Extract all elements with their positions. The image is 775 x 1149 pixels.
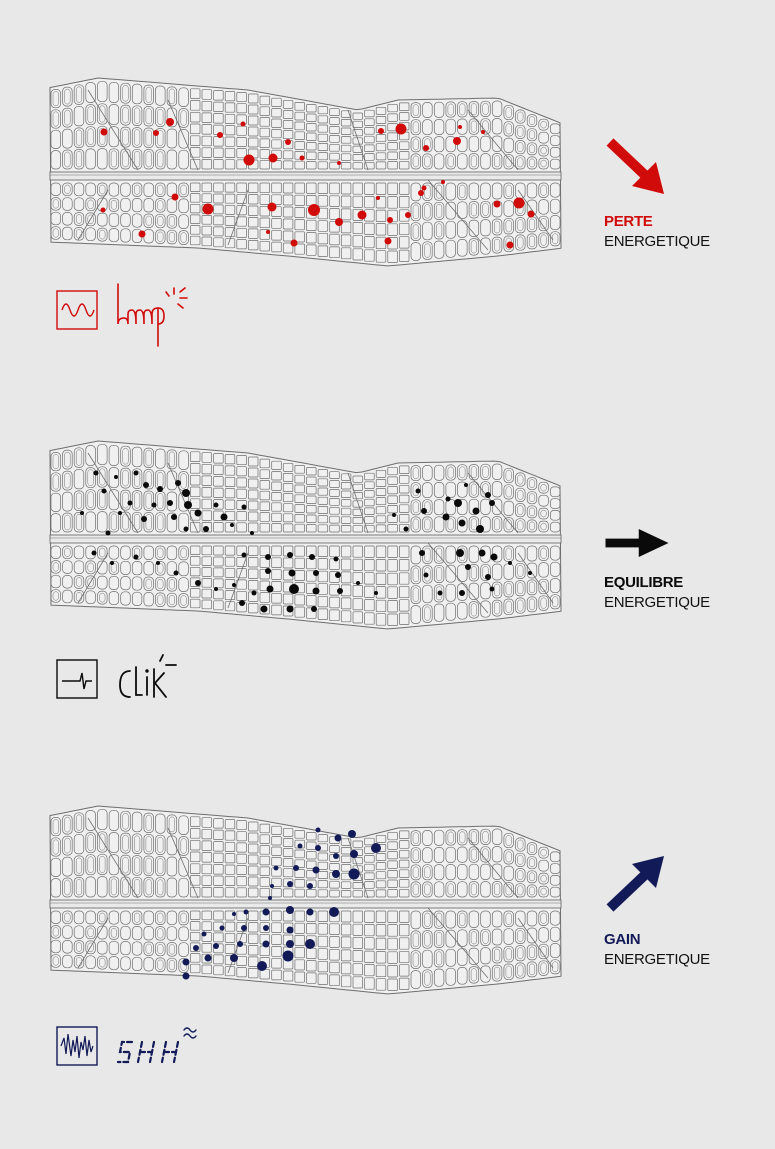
- energy-dot: [329, 907, 339, 917]
- energy-dot: [358, 211, 367, 220]
- state-label: [604, 930, 710, 970]
- state-label: [604, 573, 710, 613]
- state-title: EQUILIBRE: [604, 574, 683, 591]
- energy-dot: [114, 475, 118, 479]
- energy-dot: [172, 194, 179, 201]
- energy-dot: [184, 527, 189, 532]
- energy-dot: [183, 959, 190, 966]
- energy-dot: [261, 606, 268, 613]
- energy-dot: [453, 137, 461, 145]
- energy-dot: [289, 570, 296, 577]
- energy-dot: [184, 501, 192, 509]
- energy-dot: [376, 196, 380, 200]
- energy-dot: [419, 550, 425, 556]
- energy-dot: [156, 561, 160, 565]
- energy-dot: [422, 186, 427, 191]
- energy-dot: [423, 145, 429, 151]
- energy-dot: [286, 906, 294, 914]
- state-subtitle: ENERGETIQUE: [604, 233, 710, 250]
- energy-dot: [473, 508, 480, 515]
- energy-dot: [387, 217, 393, 223]
- energy-dot: [195, 580, 201, 586]
- energy-dot: [514, 198, 525, 209]
- energy-dot: [214, 587, 218, 591]
- energy-dot: [134, 555, 139, 560]
- energy-dot: [309, 554, 315, 560]
- energy-dot: [508, 561, 512, 565]
- energy-dot: [396, 124, 407, 135]
- energy-dot: [221, 514, 228, 521]
- energy-dot: [265, 568, 271, 574]
- sine-wave-icon: [56, 290, 98, 330]
- energy-dot: [333, 853, 339, 859]
- energy-dot: [507, 242, 514, 249]
- state-title: GAIN: [604, 931, 641, 948]
- energy-dot: [489, 500, 495, 506]
- energy-dot: [274, 866, 279, 871]
- energy-dot: [356, 581, 360, 585]
- energy-dot: [454, 499, 462, 507]
- energy-dot: [110, 561, 114, 565]
- energy-dot: [267, 586, 274, 593]
- energy-dot: [335, 835, 342, 842]
- energy-dot: [244, 155, 255, 166]
- energy-dot: [286, 940, 294, 948]
- energy-dot: [350, 850, 358, 858]
- energy-dot: [308, 204, 320, 216]
- energy-dot: [311, 606, 317, 612]
- energy-dot: [334, 557, 339, 562]
- energy-dot: [458, 125, 462, 129]
- energy-dot: [80, 511, 84, 515]
- tissue-diagram: [48, 433, 563, 633]
- energy-dot: [300, 156, 305, 161]
- energy-dot: [268, 896, 272, 900]
- energy-dot: [94, 471, 99, 476]
- energy-dot: [335, 218, 343, 226]
- energy-dot: [476, 525, 484, 533]
- energy-dot: [490, 587, 495, 592]
- energy-dot: [203, 204, 214, 215]
- energy-dot: [528, 211, 535, 218]
- energy-dot: [193, 945, 199, 951]
- energy-dot: [456, 549, 464, 557]
- energy-dot: [421, 508, 427, 514]
- energy-dot: [485, 574, 491, 580]
- energy-dot: [287, 881, 293, 887]
- energy-dot: [257, 961, 267, 971]
- energy-dot: [479, 550, 486, 557]
- energy-dot: [337, 161, 341, 165]
- energy-dot: [293, 865, 299, 871]
- energy-dot: [283, 951, 294, 962]
- energy-dot: [287, 552, 293, 558]
- energy-dot: [313, 588, 320, 595]
- energy-dot: [242, 553, 247, 558]
- energy-dot: [298, 844, 303, 849]
- energy-dot: [285, 139, 291, 145]
- energy-dot: [335, 572, 341, 578]
- energy-dot: [269, 154, 278, 163]
- energy-dot: [349, 869, 360, 880]
- energy-dot: [263, 909, 270, 916]
- energy-dot: [239, 600, 245, 606]
- energy-dot: [378, 128, 384, 134]
- energy-dot: [332, 870, 340, 878]
- energy-dot: [289, 584, 299, 594]
- energy-dot: [307, 883, 313, 889]
- energy-dot: [263, 941, 270, 948]
- energy-dot: [153, 130, 159, 136]
- energy-dot: [459, 520, 466, 527]
- energy-dot: [174, 571, 179, 576]
- energy-dot: [241, 122, 246, 127]
- energy-dot: [101, 208, 106, 213]
- energy-dot: [141, 516, 147, 522]
- energy-dot: [213, 943, 219, 949]
- shh-sound-glyph: [114, 1020, 204, 1080]
- energy-dot: [374, 591, 378, 595]
- energy-dot: [217, 132, 223, 138]
- energy-dot: [101, 129, 108, 136]
- energy-dot: [175, 480, 181, 486]
- energy-dot: [92, 551, 97, 556]
- energy-dot: [182, 489, 190, 497]
- state-title: PERTE: [604, 213, 653, 230]
- clik-sound-glyph: [114, 651, 204, 711]
- energy-dot: [268, 203, 277, 212]
- energy-dot: [106, 531, 111, 536]
- energy-dot: [291, 240, 298, 247]
- energy-dot: [143, 482, 149, 488]
- energy-dot: [242, 505, 247, 510]
- energy-dot: [134, 471, 139, 476]
- energy-dot: [485, 492, 491, 498]
- energy-dot: [446, 497, 451, 502]
- energy-dot: [203, 526, 209, 532]
- energy-dot: [232, 912, 236, 916]
- state-label: [604, 212, 710, 252]
- arrow-up-right-icon: [602, 852, 672, 912]
- energy-dot: [348, 830, 356, 838]
- energy-dot: [263, 925, 269, 931]
- energy-dot: [494, 201, 501, 208]
- energy-dot: [307, 909, 314, 916]
- energy-dot: [220, 926, 225, 931]
- energy-dot: [166, 118, 174, 126]
- arrow-down-right-icon: [602, 138, 672, 198]
- energy-dot: [392, 513, 396, 517]
- energy-dot: [270, 884, 274, 888]
- energy-dot: [128, 501, 133, 506]
- energy-dot: [404, 527, 409, 532]
- panel-gain: [0, 798, 775, 1138]
- energy-dot: [337, 588, 343, 594]
- energy-dot: [205, 955, 212, 962]
- energy-dot: [232, 583, 236, 587]
- energy-dot: [195, 510, 202, 517]
- biiiip-sound-glyph: [114, 280, 204, 340]
- state-subtitle: ENERGETIQUE: [604, 951, 710, 968]
- panel-equilibre: [0, 433, 775, 773]
- energy-dot: [265, 554, 271, 560]
- energy-dot: [416, 489, 421, 494]
- energy-dot: [244, 910, 249, 915]
- energy-dot: [443, 514, 450, 521]
- energy-dot: [118, 511, 122, 515]
- energy-dot: [465, 564, 471, 570]
- energy-dot: [316, 828, 321, 833]
- energy-dot: [230, 954, 238, 962]
- noise-wave-icon: [56, 1026, 98, 1066]
- energy-dot: [491, 554, 498, 561]
- energy-dot: [287, 606, 294, 613]
- energy-dot: [313, 570, 319, 576]
- state-subtitle: ENERGETIQUE: [604, 594, 710, 611]
- energy-dot: [424, 573, 429, 578]
- energy-dot: [157, 486, 163, 492]
- energy-dot: [405, 212, 411, 218]
- energy-dot: [183, 973, 190, 980]
- energy-dot: [139, 231, 146, 238]
- energy-dot: [250, 531, 254, 535]
- energy-dot: [152, 503, 157, 508]
- energy-dot: [464, 483, 468, 487]
- panel-perte: [0, 70, 775, 410]
- energy-dot: [459, 590, 465, 596]
- energy-dot: [214, 503, 219, 508]
- energy-dot: [528, 571, 532, 575]
- energy-dot: [418, 190, 424, 196]
- arrow-right-icon: [602, 513, 672, 573]
- energy-dot: [171, 514, 177, 520]
- tissue-diagram: [48, 70, 563, 270]
- energy-dot: [441, 180, 445, 184]
- energy-dot: [252, 591, 257, 596]
- tissue-diagram: [48, 798, 563, 998]
- energy-dot: [202, 932, 207, 937]
- energy-dot: [167, 500, 173, 506]
- energy-dot: [371, 843, 381, 853]
- energy-dot: [315, 845, 321, 851]
- energy-dot: [438, 591, 443, 596]
- energy-dot: [102, 489, 107, 494]
- energy-dot: [287, 927, 294, 934]
- energy-dot: [481, 130, 485, 134]
- energy-dot: [266, 230, 270, 234]
- energy-dot: [305, 939, 315, 949]
- energy-dot: [385, 238, 392, 245]
- energy-dot: [241, 925, 247, 931]
- energy-dot: [237, 941, 243, 947]
- energy-dot: [313, 867, 320, 874]
- energy-dot: [230, 523, 234, 527]
- pulse-wave-icon: [56, 659, 98, 699]
